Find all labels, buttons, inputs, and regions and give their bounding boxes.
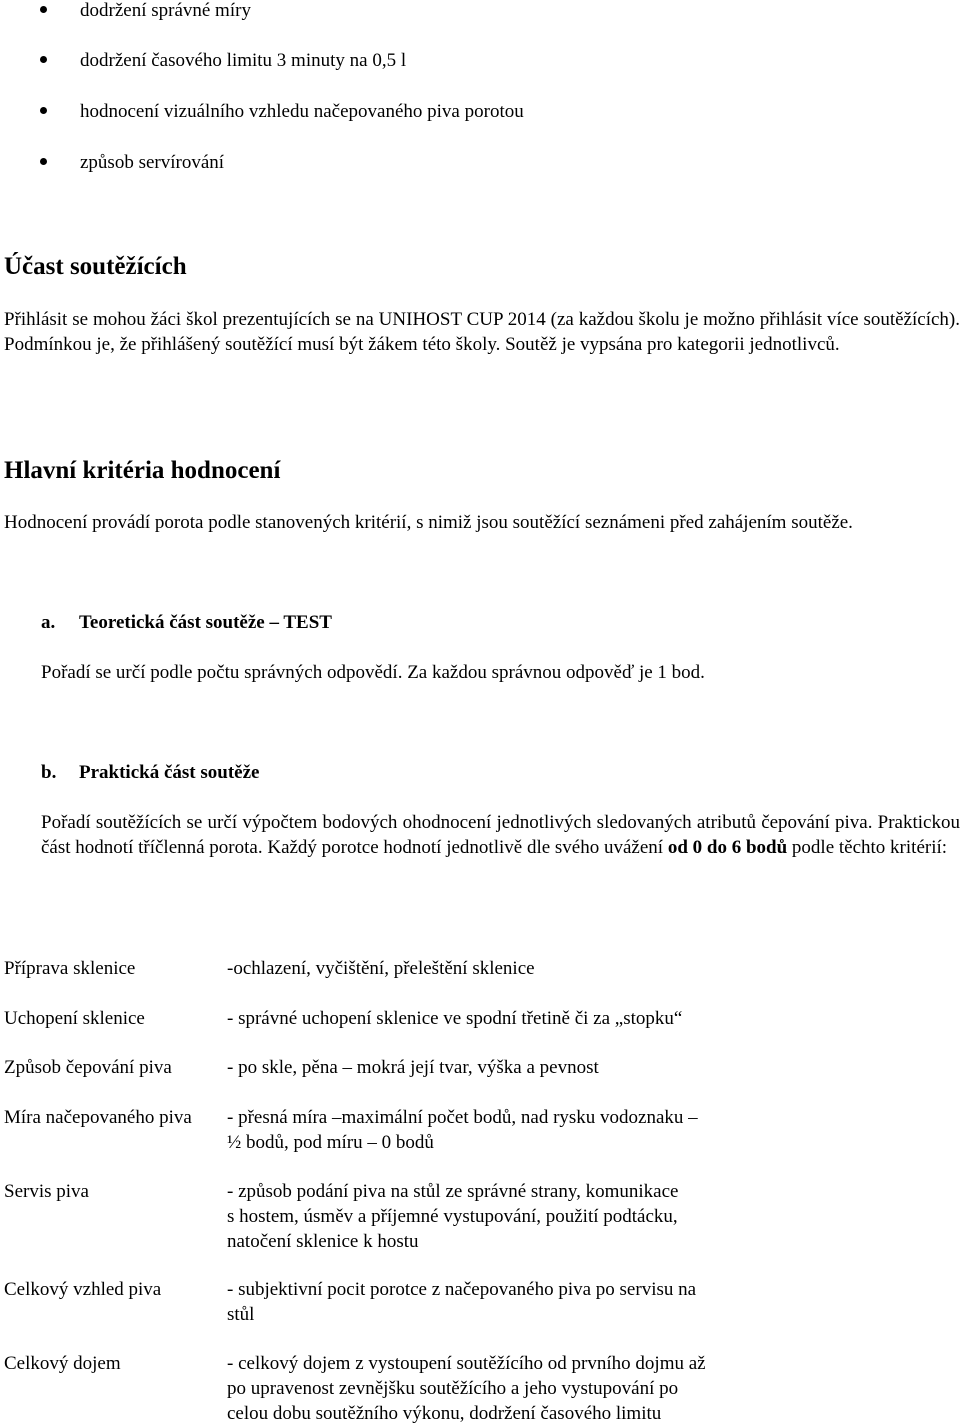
criteria-description xyxy=(227,1179,767,1254)
criteria-description-line: po upravenost zevnějšku soutěžícího a jeho vystupování po xyxy=(227,1378,679,1399)
bullet-text: dodržení správné míry xyxy=(80,0,251,21)
criteria-label: Celkový dojem xyxy=(4,1353,121,1374)
section-heading-ucast: Účast soutěžících xyxy=(4,253,187,280)
bullet-dot-icon xyxy=(40,6,47,13)
criteria-description xyxy=(227,1277,767,1327)
criteria-label: Uchopení sklenice xyxy=(4,1008,145,1029)
bullet-dot-icon xyxy=(40,107,47,114)
criteria-description xyxy=(227,1055,767,1080)
kriteria-paragraph: Hodnocení provádí porota podle stanovených kritérií, s nimiž jsou soutěžící seznámeni před zahájením soutěže. xyxy=(4,512,853,533)
part-b-paragraph xyxy=(41,810,960,860)
criteria-label: Způsob čepování piva xyxy=(4,1057,172,1078)
criteria-description-line: - způsob podání piva na stůl ze správné strany, komunikace xyxy=(227,1181,679,1202)
criteria-description xyxy=(227,1006,767,1031)
criteria-description-line: celou dobu soutěžního výkonu, dodržení časového limitu xyxy=(227,1403,662,1424)
criteria-description-line: natočení sklenice k hostu xyxy=(227,1231,419,1252)
criteria-label: Servis piva xyxy=(4,1181,89,1202)
criteria-description xyxy=(227,1105,767,1155)
part-a-heading xyxy=(41,610,332,635)
bullet-dot-icon xyxy=(40,158,47,165)
part-a-marker: a. xyxy=(41,612,56,633)
part-b-text-1: Pořadí soutěžících se určí výpočtem bodových ohodnocení jednotlivých sledovaných atributů čepování piva. Praktickou část hodnotí tříčlenná porota. Každý porotce hodnotí jednotlivě dle svého uvážení xyxy=(41,812,960,858)
criteria-description-line: - po skle, pěna – mokrá její tvar, výška a pevnost xyxy=(227,1057,599,1078)
criteria-description-line: - správné uchopení sklenice ve spodní třetině či za „stopku“ xyxy=(227,1008,683,1029)
part-b-text-2: podle těchto kritérií: xyxy=(791,837,948,858)
part-a-paragraph: Pořadí se určí podle počtu správných odpovědí. Za každou správnou odpověď je 1 bod. xyxy=(41,662,705,683)
section-heading-kriteria: Hlavní kritéria hodnocení xyxy=(4,457,281,484)
criteria-label: Míra načepovaného piva xyxy=(4,1107,192,1128)
criteria-description-line: - přesná míra –maximální počet bodů, nad rysku vodoznaku – xyxy=(227,1107,698,1128)
part-a-title: Teoretická část soutěže – TEST xyxy=(79,612,332,633)
criteria-description-line: ½ bodů, pod míru – 0 bodů xyxy=(227,1132,434,1153)
part-b-title: Praktická část soutěže xyxy=(79,762,260,783)
part-b-marker: b. xyxy=(41,762,57,783)
bullet-text: způsob servírování xyxy=(80,152,225,173)
part-b-points-range: od 0 do 6 bodů xyxy=(667,837,788,858)
ucast-paragraph: Přihlásit se mohou žáci škol prezentujících se na UNIHOST CUP 2014 (za každou školu je možno přihlásit více soutěžících). Podmínkou je, že přihlášený soutěžící musí být žákem této školy. Soutěž je vypsána pro kategorii jednotlivců. xyxy=(4,309,960,355)
criteria-description-line: - subjektivní pocit porotce z načepovaného piva po servisu na xyxy=(227,1279,697,1300)
criteria-description xyxy=(227,956,767,981)
criteria-description-line: - celkový dojem z vystoupení soutěžícího od prvního dojmu až xyxy=(227,1353,706,1374)
criteria-label: Příprava sklenice xyxy=(4,958,136,979)
bullet-text: hodnocení vizuálního vzhledu načepovaného piva porotou xyxy=(80,101,524,122)
bullet-text: dodržení časového limitu 3 minuty na 0,5 l xyxy=(80,50,407,71)
criteria-description-line: s hostem, úsměv a příjemné vystupování, použití podtácku, xyxy=(227,1206,678,1227)
criteria-description-line: stůl xyxy=(227,1304,255,1325)
part-b-heading xyxy=(41,760,259,785)
criteria-description-line: -ochlazení, vyčištění, přeleštění sklenice xyxy=(227,958,535,979)
criteria-description xyxy=(227,1351,767,1426)
bullet-dot-icon xyxy=(40,56,47,63)
criteria-label: Celkový vzhled piva xyxy=(4,1279,162,1300)
